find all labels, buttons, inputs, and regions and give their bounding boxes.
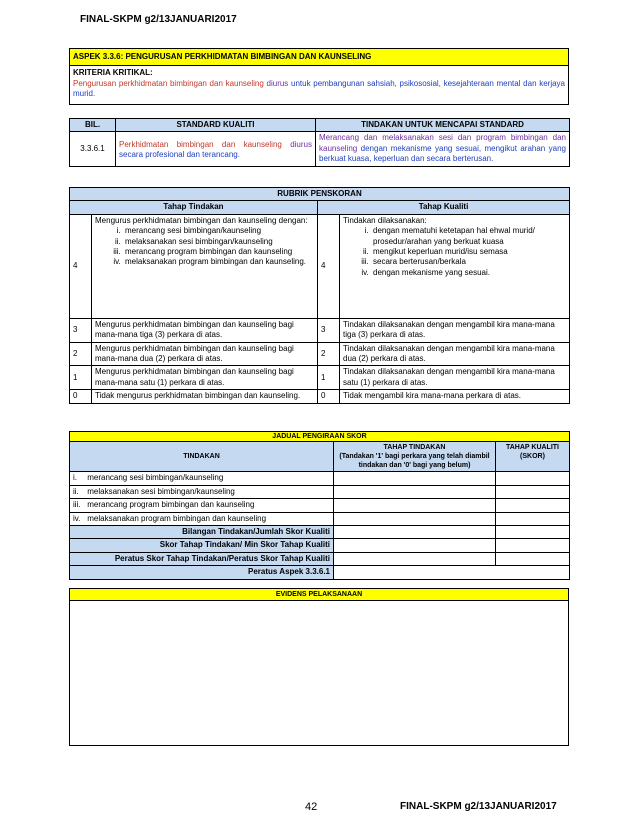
list-item: ii. mengikut keperluan murid/isu semasa	[371, 247, 566, 257]
jadual-item-4-kualiti[interactable]	[496, 512, 570, 525]
kriteria-cell	[70, 66, 569, 104]
rubrik-kualiti-1: Tindakan dilaksanakan dengan mengambil kira mana-mana satu (1) perkara di atas.	[340, 366, 570, 390]
jadual-item-3	[70, 499, 334, 512]
kriteria-text-purple: diurus	[266, 78, 289, 88]
jadual-summary-skor: Skor Tahap Tindakan/ Min Skor Tahap Kualiti	[70, 539, 334, 552]
jadual-col-tahap-tindakan-note: (Tandakan '1' bagi perkara yang telah diambil tindakan dan '0' bagi yang belum)	[339, 453, 490, 470]
list-item: iv. dengan mekanisme yang sesuai.	[371, 268, 566, 278]
standard-header-tindakan: TINDAKAN UNTUK MENCAPAI STANDARD	[316, 119, 570, 132]
rubrik-tindakan-0: Tidak mengurus perkhidmatan bimbingan dan kaunseling.	[92, 390, 318, 403]
page-header-title: FINAL-SKPM g2/13JANUARI2017	[80, 14, 237, 25]
jadual-col-tahap-tindakan	[334, 442, 496, 472]
rubrik-tindakan-2: Mengurus perkhidmatan bimbingan dan kaunseling bagi mana-mana dua (2) perkara di atas.	[92, 342, 318, 366]
item-num: iii.	[73, 500, 81, 510]
rubrik-tindakan-4-list	[95, 226, 314, 268]
jadual-item-1	[70, 472, 334, 485]
standard-kualiti-blue: secara profesional dan terancang.	[119, 150, 240, 160]
rubrik-col-kualiti: Tahap Kualiti	[318, 201, 570, 214]
rubrik-tindakan-1: Mengurus perkhidmatan bimbingan dan kaunseling bagi mana-mana satu (1) perkara di atas.	[92, 366, 318, 390]
jadual-item-4-tahap[interactable]	[334, 512, 496, 525]
aspek-table	[69, 48, 569, 105]
item-text: merancang program bimbingan dan kaunseling	[87, 500, 255, 510]
standard-kualiti-red: Perkhidmatan bimbingan dan kaunseling	[119, 140, 282, 150]
rubrik-kualiti-score-3: 3	[318, 318, 340, 342]
jadual-title: JADUAL PENGIRAAN SKOR	[70, 432, 570, 442]
item-text: melaksanakan sesi bimbingan/kaunseling	[87, 486, 235, 496]
list-item: i. merancang sesi bimbingan/kaunseling	[123, 226, 314, 236]
jadual-col-tahap-tindakan-label: TAHAP TINDAKAN	[383, 444, 446, 452]
jadual-summary-peratus-kualiti[interactable]	[496, 552, 570, 565]
standard-header-bil: BIL.	[70, 119, 116, 132]
standard-tindakan	[316, 132, 570, 166]
rubrik-kualiti-0: Tidak mengambil kira mana-mana perkara di atas.	[340, 390, 570, 403]
jadual-col-tahap-kualiti-sub: (SKOR)	[520, 453, 545, 461]
table-row	[70, 472, 570, 485]
rubrik-kualiti-score-1: 1	[318, 366, 340, 390]
jadual-item-1-kualiti[interactable]	[496, 472, 570, 485]
jadual-item-3-tahap[interactable]	[334, 499, 496, 512]
rubrik-kualiti-2: Tindakan dilaksanakan dengan mengambil kira mana-mana dua (2) perkara di atas.	[340, 342, 570, 366]
rubrik-kualiti-4-intro: Tindakan dilaksanakan:	[343, 215, 427, 225]
evidens-table	[69, 588, 569, 746]
standard-table	[69, 118, 570, 167]
jadual-item-4	[70, 512, 334, 525]
rubrik-kualiti-3: Tindakan dilaksanakan dengan mengambil kira mana-mana tiga (3) perkara di atas.	[340, 318, 570, 342]
jadual-summary-peratus-aspek: Peratus Aspek 3.3.6.1	[70, 566, 334, 579]
item-num: i.	[73, 473, 77, 483]
jadual-summary-bilangan-kualiti[interactable]	[496, 525, 570, 538]
kriteria-label: KRITERIA KRITIKAL:	[73, 68, 153, 78]
standard-tindakan-blue: dengan mekanisme yang sesuai, mengikut arahan yang berkuat kuasa, keperluan dan secara berterusan.	[319, 143, 566, 164]
rubrik-col-tindakan: Tahap Tindakan	[70, 201, 318, 214]
jadual-summary-skor-kualiti[interactable]	[496, 539, 570, 552]
evidens-title: EVIDENS PELAKSANAAN	[70, 589, 569, 601]
rubrik-score-2: 2	[70, 342, 92, 366]
jadual-summary-peratus-aspek-value[interactable]	[334, 566, 570, 579]
jadual-item-1-tahap[interactable]	[334, 472, 496, 485]
rubrik-kualiti-score-4: 4	[318, 214, 340, 318]
rubrik-tindakan-4	[92, 214, 318, 318]
jadual-col-tahap-kualiti	[496, 442, 570, 472]
rubrik-score-4: 4	[70, 214, 92, 318]
rubrik-table	[69, 187, 570, 404]
table-row	[70, 485, 570, 498]
aspek-title: ASPEK 3.3.6: PENGURUSAN PERKHIDMATAN BIMBINGAN DAN KAUNSELING	[70, 49, 569, 66]
table-row	[70, 499, 570, 512]
item-text: merancang sesi bimbingan/kaunseling	[87, 473, 224, 483]
jadual-table	[69, 431, 570, 580]
standard-kualiti	[116, 132, 316, 166]
item-num: ii.	[73, 486, 79, 496]
rubrik-kualiti-score-0: 0	[318, 390, 340, 403]
jadual-summary-bilangan-tahap[interactable]	[334, 525, 496, 538]
list-item: iv. melaksanakan program bimbingan dan kaunseling.	[123, 257, 314, 267]
item-text: melaksanakan program bimbingan dan kaunseling	[87, 513, 267, 523]
evidens-content-area[interactable]	[70, 601, 569, 746]
rubrik-tindakan-3: Mengurus perkhidmatan bimbingan dan kaunseling bagi mana-mana tiga (3) perkara di atas.	[92, 318, 318, 342]
rubrik-kualiti-4-list	[343, 226, 566, 278]
standard-bil: 3.3.6.1	[70, 132, 116, 166]
jadual-summary-peratus-tahap[interactable]	[334, 552, 496, 565]
kriteria-text-red: Pengurusan perkhidmatan bimbingan dan kaunseling	[73, 78, 264, 88]
jadual-item-2-kualiti[interactable]	[496, 485, 570, 498]
jadual-item-3-kualiti[interactable]	[496, 499, 570, 512]
list-item: i. dengan mematuhi ketetapan hal ehwal murid/ prosedur/arahan yang berkuat kuasa	[371, 226, 566, 247]
standard-kualiti-purple: diurus	[290, 140, 312, 150]
jadual-item-2	[70, 485, 334, 498]
jadual-item-2-tahap[interactable]	[334, 485, 496, 498]
rubrik-title: RUBRIK PENSKORAN	[70, 188, 570, 201]
list-item: ii. melaksanakan sesi bimbingan/kaunseling	[123, 237, 314, 247]
item-num: iv.	[73, 513, 81, 523]
standard-tindakan-purple: Merancang dan melaksanakan sesi dan program bimbingan dan kaunseling	[319, 133, 566, 153]
standard-header-kualiti: STANDARD KUALITI	[116, 119, 316, 132]
table-row	[70, 512, 570, 525]
rubrik-score-0: 0	[70, 390, 92, 403]
jadual-summary-skor-tahap[interactable]	[334, 539, 496, 552]
jadual-col-tahap-kualiti-label: TAHAP KUALITI	[505, 444, 560, 452]
rubrik-tindakan-4-intro: Mengurus perkhidmatan bimbingan dan kaunseling dengan:	[95, 215, 308, 225]
rubrik-score-3: 3	[70, 318, 92, 342]
rubrik-kualiti-4	[340, 214, 570, 318]
jadual-summary-bilangan: Bilangan Tindakan/Jumlah Skor Kualiti	[70, 525, 334, 538]
footer-title: FINAL-SKPM g2/13JANUARI2017	[400, 801, 557, 812]
list-item: iii. merancang program bimbingan dan kaunseling	[123, 247, 314, 257]
kriteria-text-blue: untuk pembangunan sahsiah, psikososial, kesejahteraan mental dan kerjaya murid.	[73, 78, 565, 99]
jadual-col-tindakan: TINDAKAN	[70, 442, 334, 472]
page-number: 42	[305, 801, 318, 813]
rubrik-kualiti-score-2: 2	[318, 342, 340, 366]
rubrik-score-1: 1	[70, 366, 92, 390]
jadual-summary-peratus-skor: Peratus Skor Tahap Tindakan/Peratus Skor Tahap Kualiti	[70, 552, 334, 565]
list-item: iii. secara berterusan/berkala	[371, 257, 566, 267]
